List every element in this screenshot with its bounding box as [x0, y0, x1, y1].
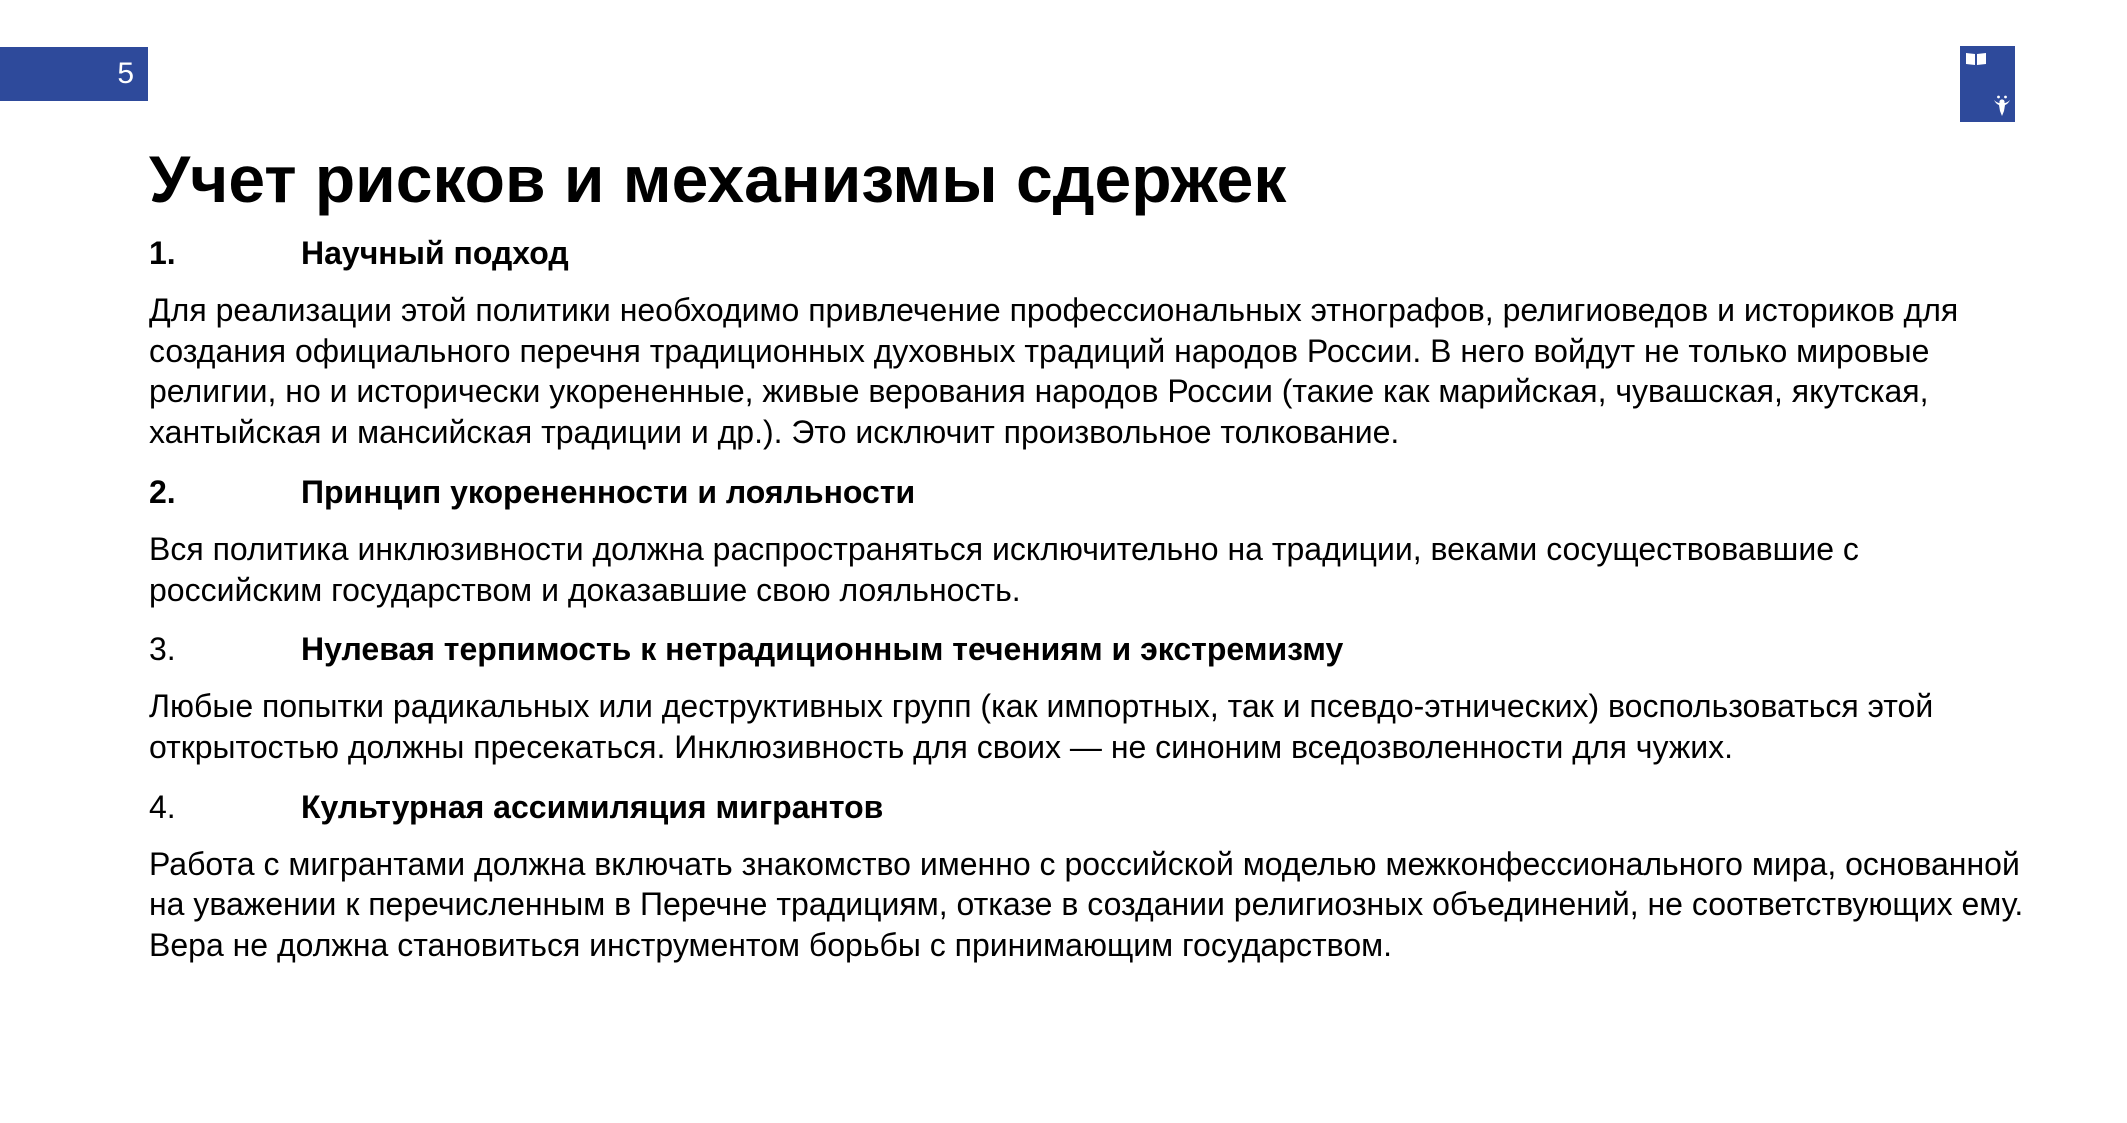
- book-eagle-emblem-icon: [1960, 46, 2015, 122]
- section-heading: [149, 786, 2029, 828]
- section-paragraph: Работа с мигрантами должна включать знакомство именно с российской моделью межконфессионального мира, основанной на уважении к перечисленным в Перечне традициям, отказе в создании религиозных объединений, не соответствующих ему. Вера не должна становиться инструментом борьбы с принимающим государством.: [149, 845, 2024, 964]
- section-heading-label: Принцип укорененности и лояльности: [301, 473, 916, 510]
- section-number: 2.: [149, 473, 176, 510]
- page-number-badge: [0, 47, 148, 101]
- section-paragraph: Любые попытки радикальных или деструктивных групп (как импортных, так и псевдо-этнических) воспользоваться этой открытостью должны пресекаться. Инклюзивность для своих — не синоним вседозволенности для чужих.: [149, 688, 1934, 765]
- section-heading: [149, 471, 2029, 513]
- section-paragraph: Вся политика инклюзивности должна распространяться исключительно на традиции, веками сосуществовавшие с российским государством и доказавшие свою лояльность.: [149, 530, 1859, 608]
- slide-title: Учет рисков и механизмы сдержек: [149, 142, 1287, 216]
- section-number: 3.: [149, 631, 176, 668]
- content-area: [149, 232, 2029, 984]
- section-paragraph: Для реализации этой политики необходимо привлечение профессиональных этнографов, религиоведов и историков для создания официального перечня традиционных духовных традиций народов России. В него войдут не только мировые религии, но и исторически укорененные, живые верования народов России (такие как марийская, чувашская, якутская, хантыйская и мансийская традиции и др.). Это исключит произвольное толкование.: [149, 292, 1959, 451]
- section-heading-label: Научный подход: [301, 235, 569, 271]
- section-heading: [149, 628, 2029, 670]
- section-heading-label: Нулевая терпимость к нетрадиционным течениям и экстремизму: [301, 631, 1344, 668]
- section-heading-label: Культурная ассимиляция мигрантов: [301, 788, 884, 825]
- section-number: 1.: [149, 235, 176, 271]
- section-number: 4.: [149, 788, 176, 825]
- section-heading: [149, 232, 2029, 274]
- page-number: 5: [117, 57, 134, 90]
